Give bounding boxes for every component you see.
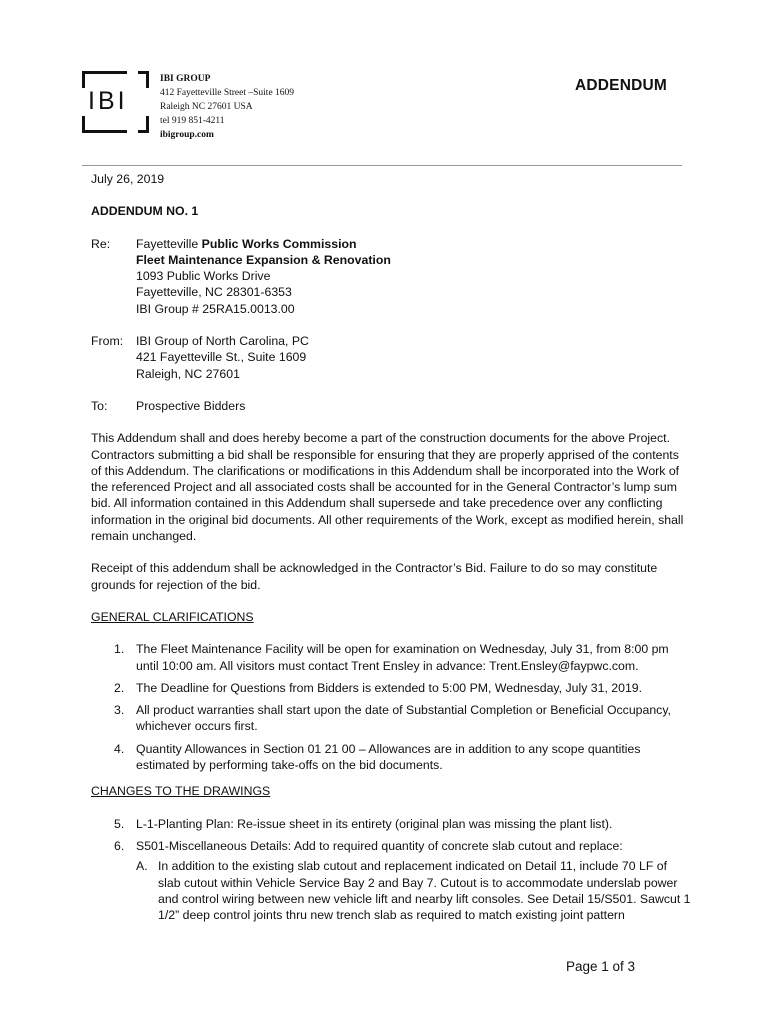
list-item: 5. L-1-Planting Plan: Re-issue sheet in its entirety (original plan was missing the plant list). (114, 816, 613, 831)
acknowledgement-paragraph: Receipt of this addendum shall be acknowledged in the Contractor’s Bid. Failure to do so may constitute grounds for rejection of the bid. (91, 561, 658, 592)
general-clarifications-list (91, 641, 691, 773)
from-line-3: Raleigh, NC 27601 (136, 366, 240, 381)
letterhead (160, 72, 294, 142)
company-street: 412 Fayetteville Street –Suite 1609 (160, 88, 295, 98)
logo-text: IBI (88, 87, 128, 115)
document-type: ADDENDUM (575, 77, 668, 94)
company-website[interactable]: ibigroup.com (160, 130, 214, 140)
intro-paragraph: This Addendum shall and does hereby become a part of the construction documents for the above Project. Contractors submitting a bid shall be responsible for ensuring that they are properly apprised of the contents of this Addendum. The clarifications or modifications in this Addendum shall be incorporated into the Work of the referenced Project and all associated costs shall be accounted for in the General Contractor’s lump sum bid. All information contained in this Addendum shall supersede and take precedence over any conflicting information in the original bid documents. All other requirements of the Work, except as modified herein, shall remain unchanged. (91, 431, 684, 544)
page-number: Page 1 of 3 (566, 959, 636, 974)
re-block (91, 236, 691, 317)
list-item: 3. All product warranties shall start upon the date of Substantial Completion or Beneficial Occupancy, whichever occurs first. (114, 703, 671, 734)
company-city: Raleigh NC 27601 USA (160, 102, 253, 112)
letter-date: July 26, 2019 (91, 172, 165, 186)
re-line-1: Fayetteville Public Works Commission (136, 236, 357, 251)
list-item: 4. Quantity Allowances in Section 01 21 00 – Allowances are in addition to any scope quantities estimated by performing take-offs on the bid documents. (114, 741, 641, 773)
from-block (91, 333, 691, 382)
from-line-1: IBI Group of North Carolina, PC (136, 334, 309, 349)
to-block (91, 398, 691, 414)
re-line-4: Fayetteville, NC 28301-6353 (136, 285, 292, 300)
company-name: IBI GROUP (160, 74, 211, 84)
re-label: Re: (91, 236, 111, 251)
list-item: 1. The Fleet Maintenance Facility will be open for examination on Wednesday, July 31, from 8:00 pm until 10:00 am. All visitors must contact Trent Ensley in advance: Trent.Ensley@faypwc.com. (114, 642, 669, 673)
list-item: 6. S501-Miscellaneous Details: Add to required quantity of concrete slab cutout and replace: A. In addition to the existing slab cutout and replacement indicated on Detail 11, include 70 LF of slab cutout within Vehicle Service Bay 2 and Bay 7. Cutout is to accommodate underslab power and control wiring between new vehicle lift and nearby lift consoles. See Detail 15/S501. Sawcut 1 1/2” deep control joints thru new trench slab as required to match existing joint pattern (114, 838, 691, 923)
company-phone: tel 919 851-4211 (160, 116, 225, 126)
re-line-3: 1093 Public Works Drive (136, 269, 271, 284)
general-clarifications-heading: GENERAL CLARIFICATIONS (91, 609, 254, 624)
to-label: To: (91, 398, 108, 413)
from-line-2: 421 Fayetteville St., Suite 1609 (136, 350, 307, 365)
drawing-changes-list (91, 816, 691, 924)
ibi-logo (82, 71, 145, 133)
changes-to-drawings-heading: CHANGES TO THE DRAWINGS (91, 784, 271, 799)
letter-body (91, 171, 691, 929)
list-item: 2. The Deadline for Questions from Bidders is extended to 5:00 PM, Wednesday, July 31, 2019. (114, 680, 643, 695)
to-line-1: Prospective Bidders (136, 398, 246, 413)
header-divider (82, 165, 682, 166)
from-label: From: (91, 334, 124, 349)
sub-item: A. In addition to the existing slab cutout and replacement indicated on Detail 11, include 70 LF of slab cutout within Vehicle Service Bay 2 and Bay 7. Cutout is to accommodate underslab power and control wiring between new vehicle lift and nearby lift consoles. See Detail 15/S501. Sawcut 1 1/2” deep control joints thru new trench slab as required to match existing joint pattern (136, 859, 691, 923)
addendum-heading: ADDENDUM NO. 1 (91, 204, 199, 219)
re-line-5: IBI Group # 25RA15.0013.00 (136, 301, 295, 316)
re-line-2: Fleet Maintenance Expansion & Renovation (136, 252, 391, 267)
